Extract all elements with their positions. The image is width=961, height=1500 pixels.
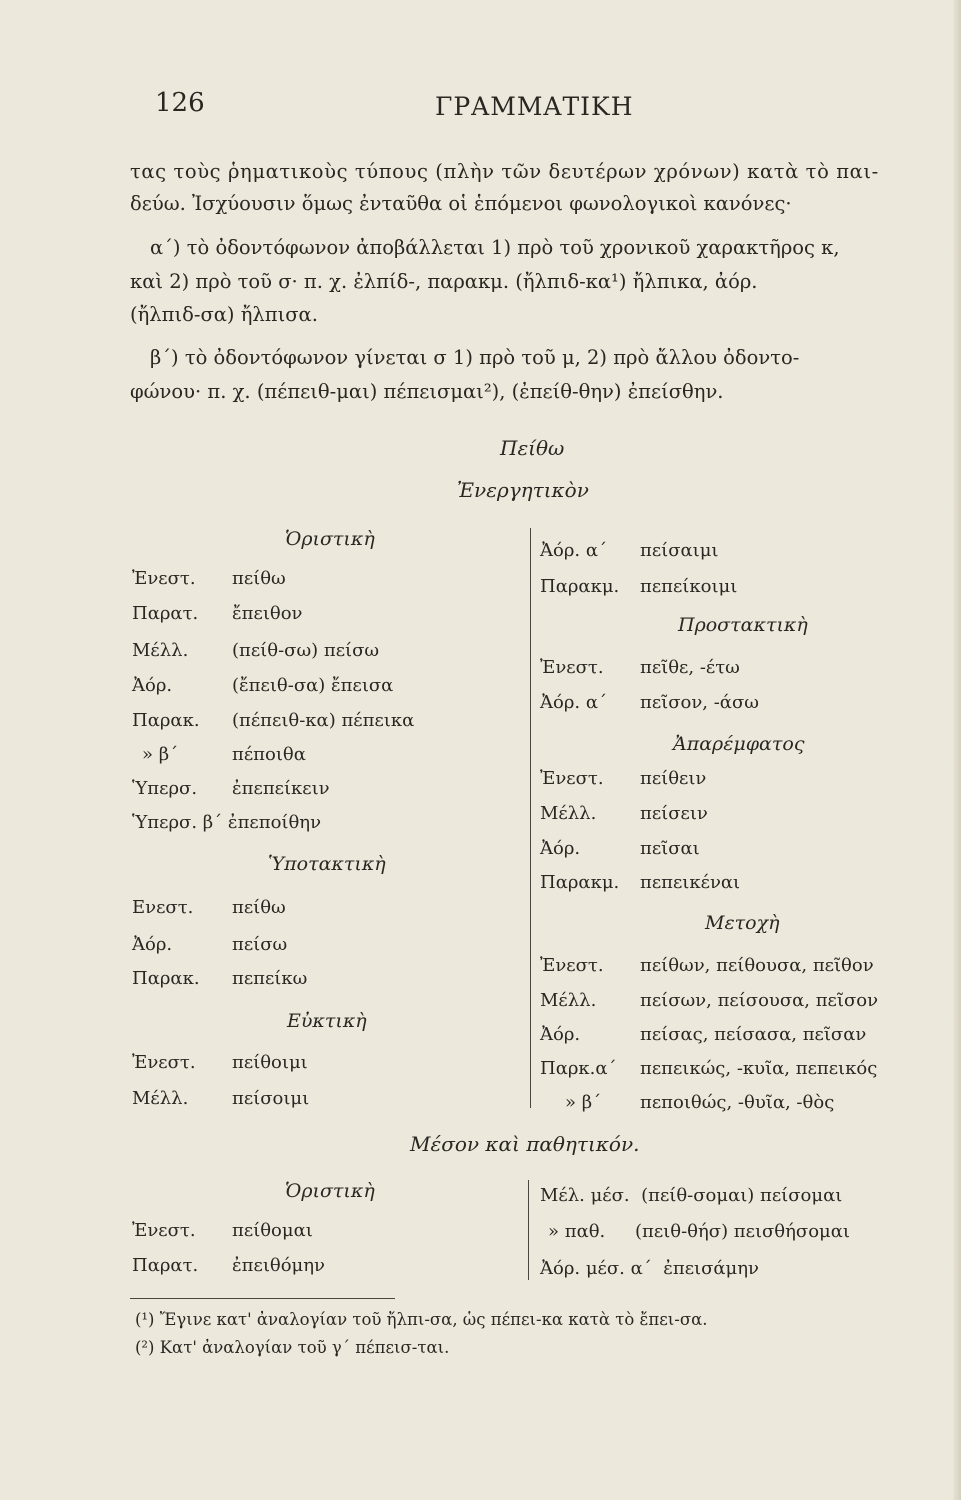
footnote-1: (¹) Ἔγινε κατ' ἀναλογίαν τοῦ ἤλπι-σα, ὡς πέπει-κα κατὰ τὸ ἔπει-σα. [135, 1310, 708, 1329]
aparemfatos-row: Παρακμ. πεπεικέναι [540, 872, 741, 893]
hypotaktike-row: Παρακ. πεπείκω [132, 968, 308, 989]
footnote-2: (²) Κατ' ἀναλογίαν τοῦ γ΄ πέπεισ-ται. [135, 1338, 450, 1357]
oristike-row: » β΄ πέποιθα [142, 744, 306, 765]
mp-column-divider [528, 1180, 529, 1280]
column-divider [530, 528, 531, 1108]
oristike-row: Ἀόρ. (ἔπειθ-σα) ἔπεισα [132, 675, 394, 696]
metoche-row: Ἀόρ. πείσας, πείσασα, πεῖσαν [540, 1024, 867, 1045]
aparemfatos-row: Μέλλ. πείσειν [540, 803, 708, 824]
footnote-rule [130, 1298, 395, 1299]
body-line-3: α΄) τὸ ὀδοντόφωνον ἀποβάλλεται 1) πρὸ τοῦ χρονικοῦ χαρακτῆρος κ, [150, 236, 840, 259]
metoche-row: Παρκ.α΄ πεπεικώς, -κυῖα, πεπεικός [540, 1058, 878, 1079]
verb-title: Πείθω [500, 436, 565, 460]
body-line-4: καὶ 2) πρὸ τοῦ σ· π. χ. ἐλπίδ-, παρακμ. (ἤλπιδ-κα¹) ἤλπικα, ἀόρ. [130, 270, 758, 293]
oristike-row: Παρατ. ἔπειθον [132, 603, 303, 624]
oristike-row: Ὑπερσ. ἐπεπείκειν [132, 778, 330, 799]
metoche-row: Ἐνεστ. πείθων, πείθουσα, πεῖθον [540, 955, 874, 976]
euktike-heading: Εὐκτικὴ [287, 1010, 367, 1032]
mp-oristike-heading: Ὁριστικὴ [285, 1180, 375, 1202]
body-line-2: δεύω. Ἰσχύουσιν ὅμως ἐνταῦθα οἱ ἑπόμενοι φωνολογικοὶ κανόνες· [130, 192, 792, 215]
page-number: 126 [155, 88, 205, 118]
middle-passive-heading: Μέσον καὶ παθητικόν. [410, 1132, 640, 1156]
metoche-row: » β΄ πεποιθώς, -θυῖα, -θὸς [565, 1092, 835, 1113]
page-edge [953, 0, 961, 1500]
oristike-row: Ὑπερσ. β΄ ἐπεποίθην [132, 812, 322, 833]
aparemfatos-row: Ἐνεστ. πείθειν [540, 768, 707, 789]
oristike-heading: Ὁριστικὴ [285, 528, 375, 550]
prostaktike-row: Ἀόρ. α΄ πεῖσον, -άσω [540, 692, 759, 713]
hypotaktike-row: Ἀόρ. πείσω [132, 934, 288, 955]
body-line-5: (ἤλπιδ-σα) ἤλπισα. [130, 303, 318, 326]
metoche-heading: Μετοχὴ [705, 912, 780, 934]
euktike-cont-row: Παρακμ. πεπείκοιμι [540, 576, 738, 597]
mp-oristike-row: Παρατ. ἐπειθόμην [132, 1255, 325, 1276]
oristike-row: Ἐνεστ. πείθω [132, 568, 286, 589]
mp-right-row: » παθ. (πειθ-θήσ) πεισθήσομαι [548, 1221, 850, 1242]
mp-right-row: Μέλ. μέσ. (πείθ-σομαι) πείσομαι [540, 1185, 843, 1206]
body-line-7: φώνου· π. χ. (πέπειθ-μαι) πέπεισμαι²), (ἐπείθ-θην) ἐπείσθην. [130, 380, 724, 403]
mp-oristike-row: Ἐνεστ. πείθομαι [132, 1220, 313, 1241]
mp-right-row: Ἀόρ. μέσ. α΄ ἐπεισάμην [540, 1258, 759, 1279]
euktike-row: Μέλλ. πείσοιμι [132, 1088, 310, 1109]
euktike-cont-row: Ἀόρ. α΄ πείσαιμι [540, 540, 719, 561]
aparemfatos-row: Ἀόρ. πεῖσαι [540, 838, 700, 859]
running-title: ΓΡΑΜΜΑΤΙΚΗ [435, 92, 634, 121]
hypotaktike-heading: Ὑποτακτικὴ [268, 853, 386, 875]
prostaktike-row: Ἐνεστ. πεῖθε, -έτω [540, 657, 740, 678]
oristike-row: Παρακ. (πέπειθ-κα) πέπεικα [132, 710, 415, 731]
oristike-row: Μέλλ. (πείθ-σω) πείσω [132, 640, 380, 661]
body-line-6: β΄) τὸ ὀδοντόφωνον γίνεται σ 1) πρὸ τοῦ μ, 2) πρὸ ἄλλου ὀδοντο- [150, 346, 800, 369]
prostaktike-heading: Προστακτικὴ [678, 614, 808, 636]
body-line-1: τας τοὺς ῥηματικοὺς τύπους (πλὴν τῶν δευτέρων χρόνων) κατὰ τὸ παι- [130, 160, 879, 183]
euktike-row: Ἐνεστ. πείθοιμι [132, 1052, 308, 1073]
active-voice-heading: Ἐνεργητικὸν [457, 478, 589, 502]
hypotaktike-row: Ενεστ. πείθω [132, 897, 286, 918]
aparemfatos-heading: Ἀπαρέμφατος [673, 733, 805, 755]
metoche-row: Μέλλ. πείσων, πείσουσα, πεῖσον [540, 990, 879, 1011]
